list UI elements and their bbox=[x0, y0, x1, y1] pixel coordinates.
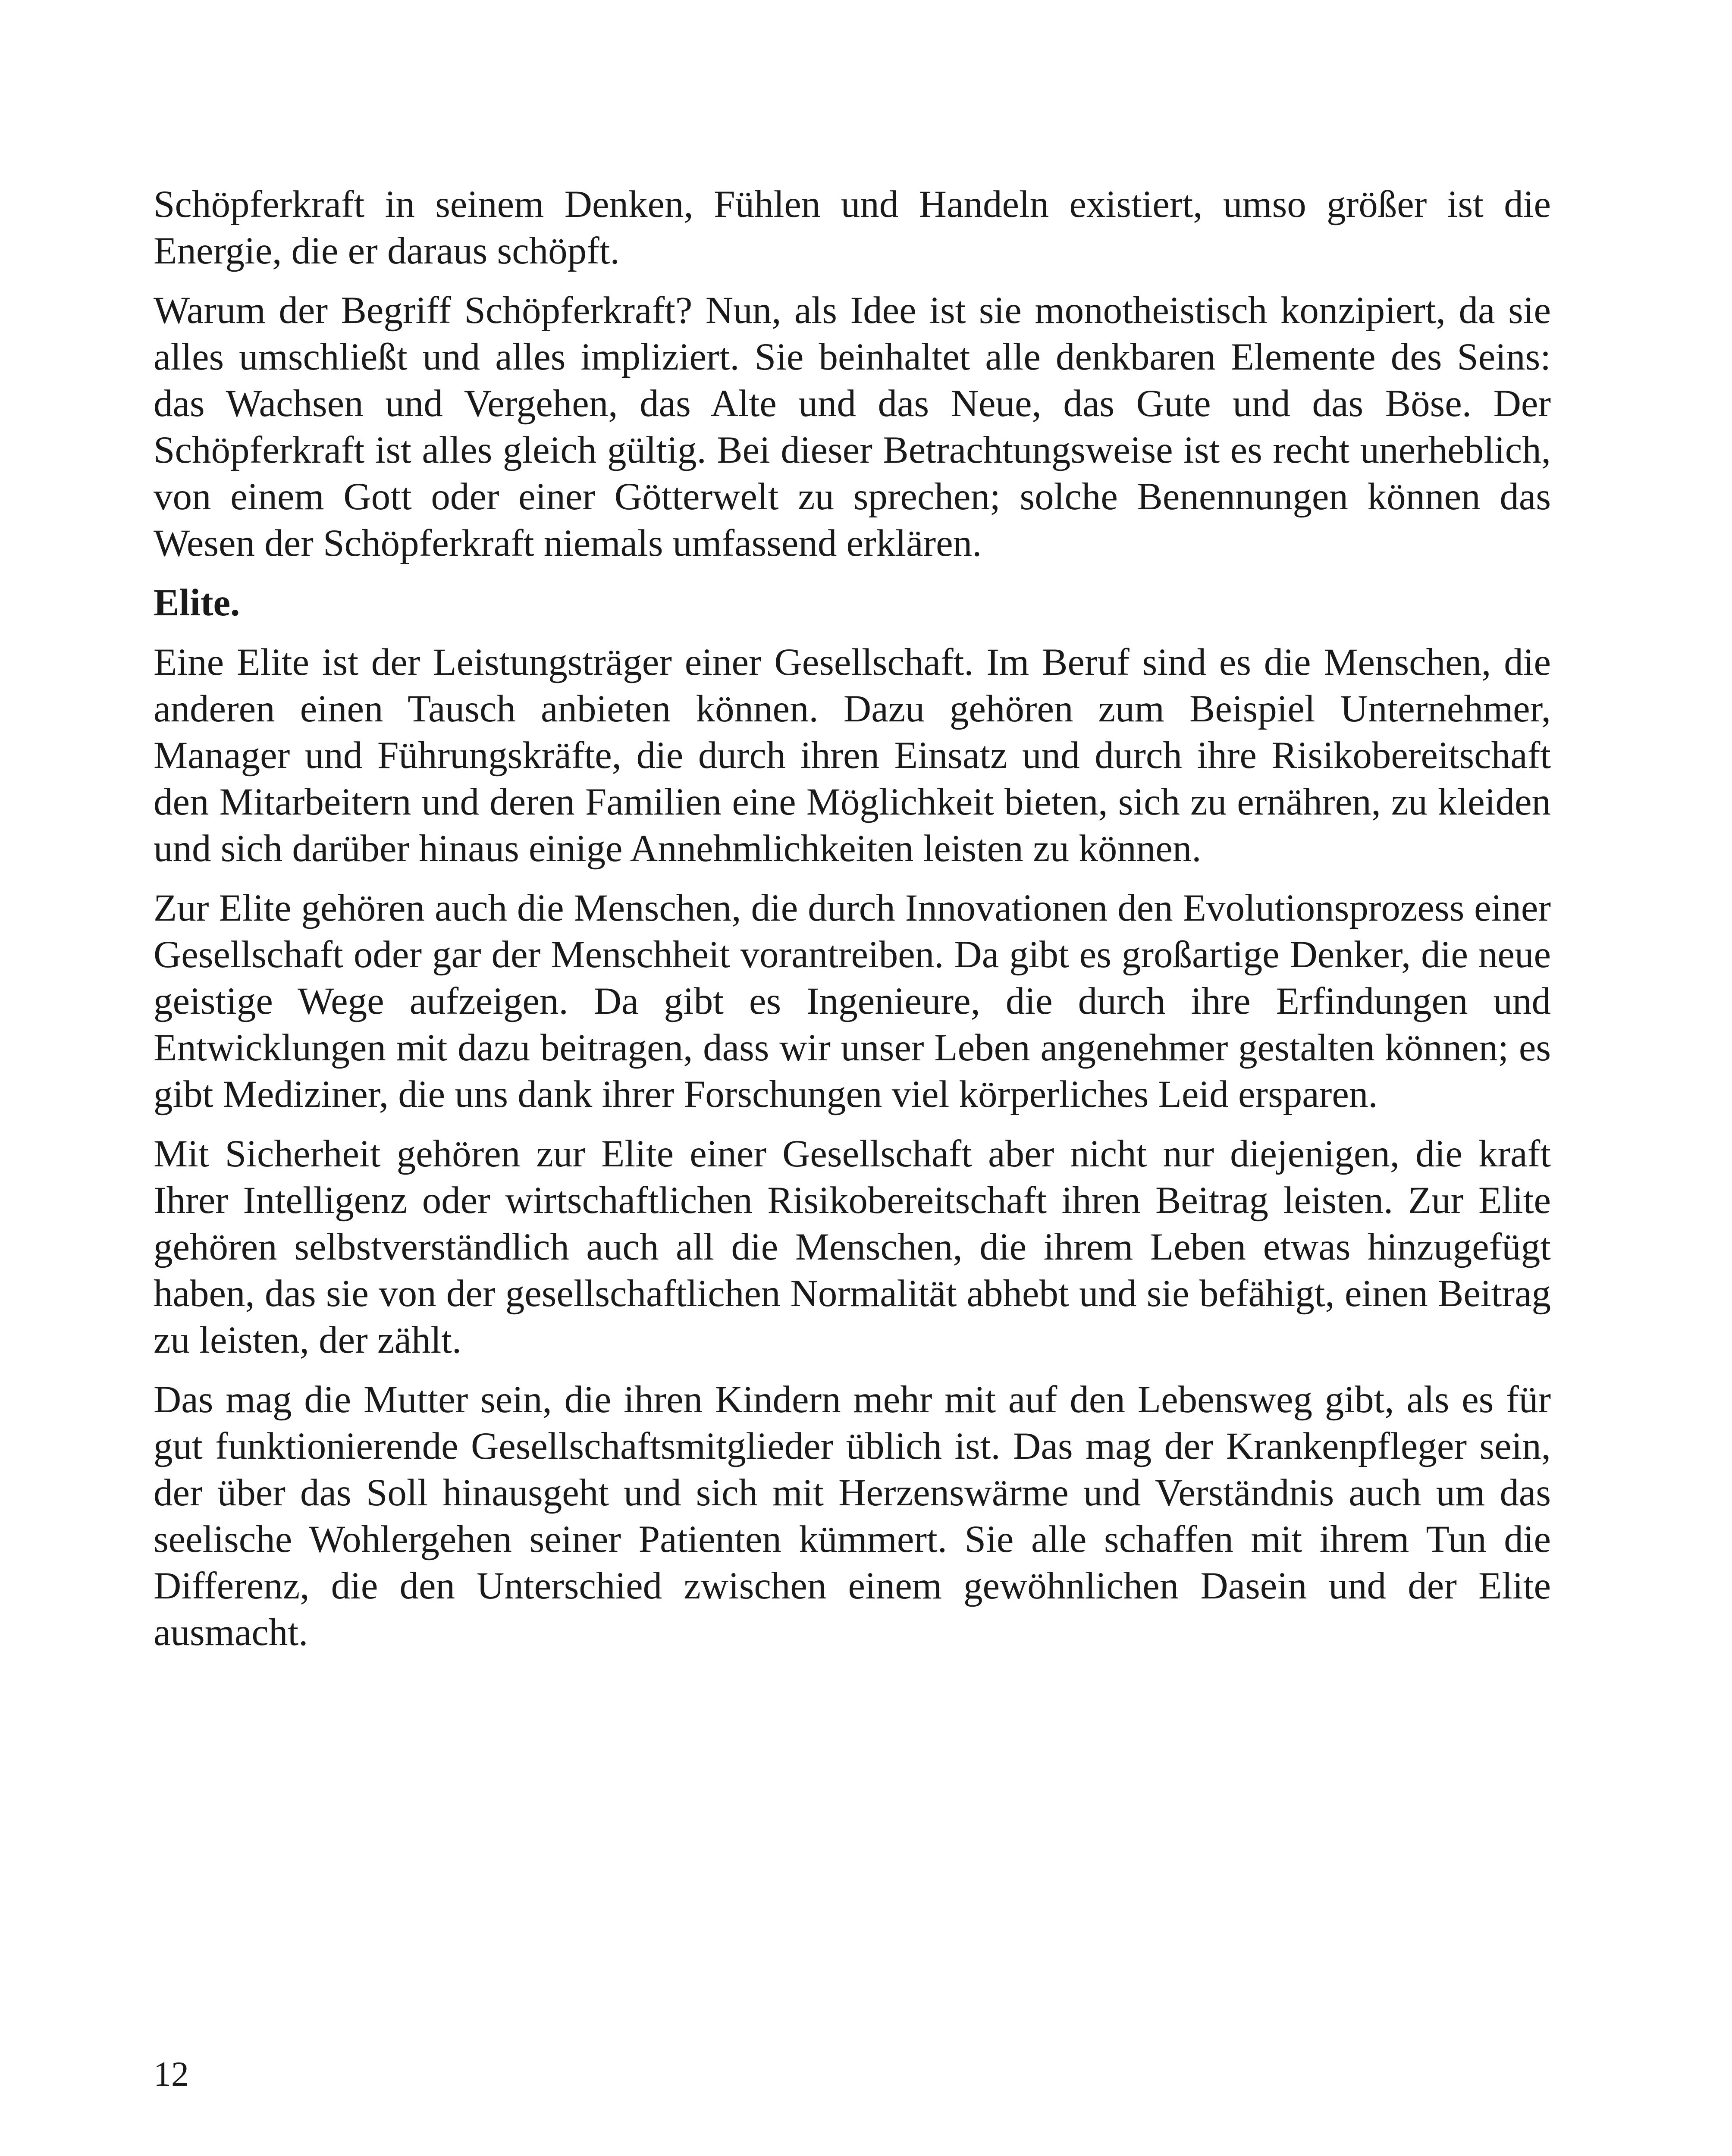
section-heading: Elite. bbox=[154, 582, 240, 624]
paragraph: Zur Elite gehören auch die Menschen, die durch Innovationen den Evolutionsprozess einer Gesellschaft oder gar der Menschheit vorantreiben. Da gibt es großartige Denker, die neue geistige Wege aufzeigen. Da gibt es Ingenieure, die durch ihre Erfindungen und Entwicklungen mit dazu beitragen, dass wir unser Leben angenehmer gestalten können; es gibt Mediziner, die uns dank ihrer Forschungen viel körperliches Leid ersparen. bbox=[154, 887, 1551, 1116]
page-body bbox=[154, 181, 1551, 1656]
paragraph: Schöpferkraft in seinem Denken, Fühlen und Handeln existiert, umso größer ist die Energie, die er daraus schöpft. bbox=[154, 183, 1551, 272]
page-number: 12 bbox=[154, 2054, 189, 2093]
paragraph: Eine Elite ist der Leistungsträger einer Gesellschaft. Im Beruf sind es die Menschen, die anderen einen Tausch anbieten können. Dazu gehören zum Beispiel Unternehmer, Manager und Führungskräfte, die durch ihren Einsatz und durch ihre Risikobereitschaft den Mitarbeitern und deren Familien eine Möglichkeit bieten, sich zu ernähren, zu kleiden und sich darüber hinaus einige Annehmlichkeiten leisten zu können. bbox=[154, 641, 1551, 870]
paragraph: Mit Sicherheit gehören zur Elite einer Gesellschaft aber nicht nur diejenigen, die kraft Ihrer Intelligenz oder wirtschaftlichen Risikobereitschaft ihren Beitrag leisten. Zur Elite gehören selbstverständlich auch all die Menschen, die ihrem Leben etwas hinzugefügt haben, das sie von der gesellschaftlichen Normalität abhebt und sie befähigt, einen Beitrag zu leisten, der zählt. bbox=[154, 1133, 1551, 1361]
paragraph: Warum der Begriff Schöpferkraft? Nun, als Idee ist sie monotheistisch konzipiert, da sie alles umschließt und alles impliziert. Sie beinhaltet alle denkbaren Elemente des Seins: das Wachsen und Vergehen, das Alte und das Neue, das Gute und das Böse. Der Schöpferkraft ist alles gleich gültig. Bei dieser Betrachtungsweise ist es recht unerheblich, von einem Gott oder einer Götterwelt zu sprechen; solche Benennungen können das Wesen der Schöpferkraft niemals umfassend erklären. bbox=[154, 289, 1551, 564]
paragraph: Das mag die Mutter sein, die ihren Kindern mehr mit auf den Lebensweg gibt, als es für gut funktionierende Gesellschaftsmitglieder üblich ist. Das mag der Krankenpfleger sein, der über das Soll hinausgeht und sich mit Herzenswärme und Verständnis auch um das seelische Wohlergehen seiner Patienten kümmert. Sie alle schaffen mit ihrem Tun die Differenz, die den Unterschied zwischen einem gewöhnlichen Dasein und der Elite ausmacht. bbox=[154, 1379, 1551, 1654]
